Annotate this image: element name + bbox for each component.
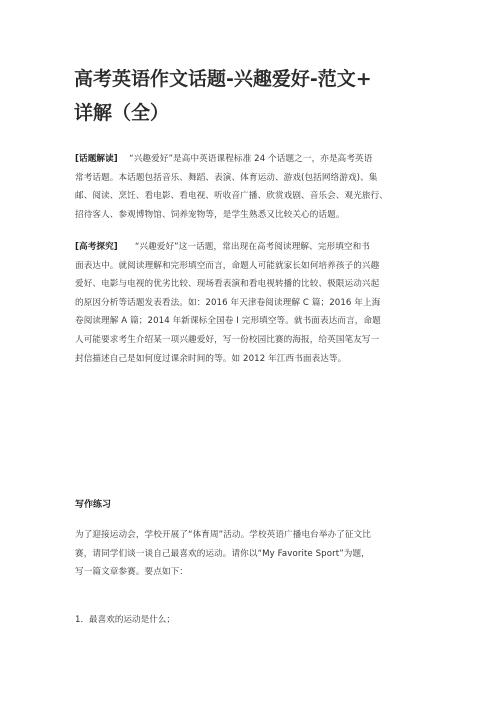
exam-line-6: 人可能要求考生介绍某一项兴趣爱好，写一份校园比赛的海报，给英国笔友写一	[75, 334, 380, 345]
exam-line-3: 爱好、电影与电视的优劣比较、现场看表演和看电视转播的比较、极限运动兴起	[75, 279, 380, 290]
exam-research-paragraph	[75, 238, 425, 368]
reading-line-4: 招待客人、参观博物馆、饲养宠物等，是学生熟悉又比较关心的话题。	[75, 209, 345, 220]
exam-line-4: 的原因分析等话题发表看法。如：2016 年天津卷阅读理解 C 篇；2016 年上海	[75, 297, 381, 308]
reading-label: [话题解读]	[75, 154, 118, 164]
exam-line-5: 卷阅读理解 A 篇；2014 年新课标全国卷 I 完形填空等。就书面表达而言，命题	[75, 316, 381, 327]
exam-line-1: [高考探究] “兴趣爱好”这一话题，常出现在高考阅读理解、完形填空和书	[75, 242, 370, 252]
practice-paragraph	[75, 526, 425, 582]
exam-line-7: 封信描述自己是如何度过课余时间的等。如 2012 年江西书面表达等。	[75, 353, 347, 364]
title-line-2: 详解（全）	[74, 102, 170, 124]
exam-line-2: 面表达中。就阅读理解和完形填空而言，命题人可能就家长如何培养孩子的兴趣	[75, 260, 380, 271]
title-line-1: 高考英语作文话题-兴趣爱好-范文+	[74, 68, 372, 90]
reading-line-1: [话题解读] “兴趣爱好”是高中英语课程标准 24 个话题之一，亦是高考英语	[75, 154, 373, 164]
practice-line-3: 写一篇文章参赛。要点如下：	[75, 567, 189, 578]
reading-line-2: 常考话题。本话题包括音乐、舞蹈、表演、体育运动、游戏(包括网络游戏)、集	[75, 172, 378, 183]
topic-reading-paragraph	[75, 150, 425, 224]
practice-line-2: 赛，请同学们谈一谈自己最喜欢的运动。请你以“My Favorite Sport”为题，	[75, 548, 370, 559]
reading-line-3: 邮、阅读、烹饪、看电影、看电视、听收音广播、欣赏戏剧、音乐会、观光旅行、	[75, 191, 388, 202]
practice-heading: 写作练习	[75, 500, 112, 510]
exam-label: [高考探究]	[75, 242, 118, 252]
practice-line-1: 为了迎接运动会，学校开展了“体育周”活动。学校英语广播电台举办了征文比	[75, 530, 371, 540]
page-title	[74, 62, 434, 130]
practice-item-1: 1．最喜欢的运动是什么；	[75, 615, 175, 625]
